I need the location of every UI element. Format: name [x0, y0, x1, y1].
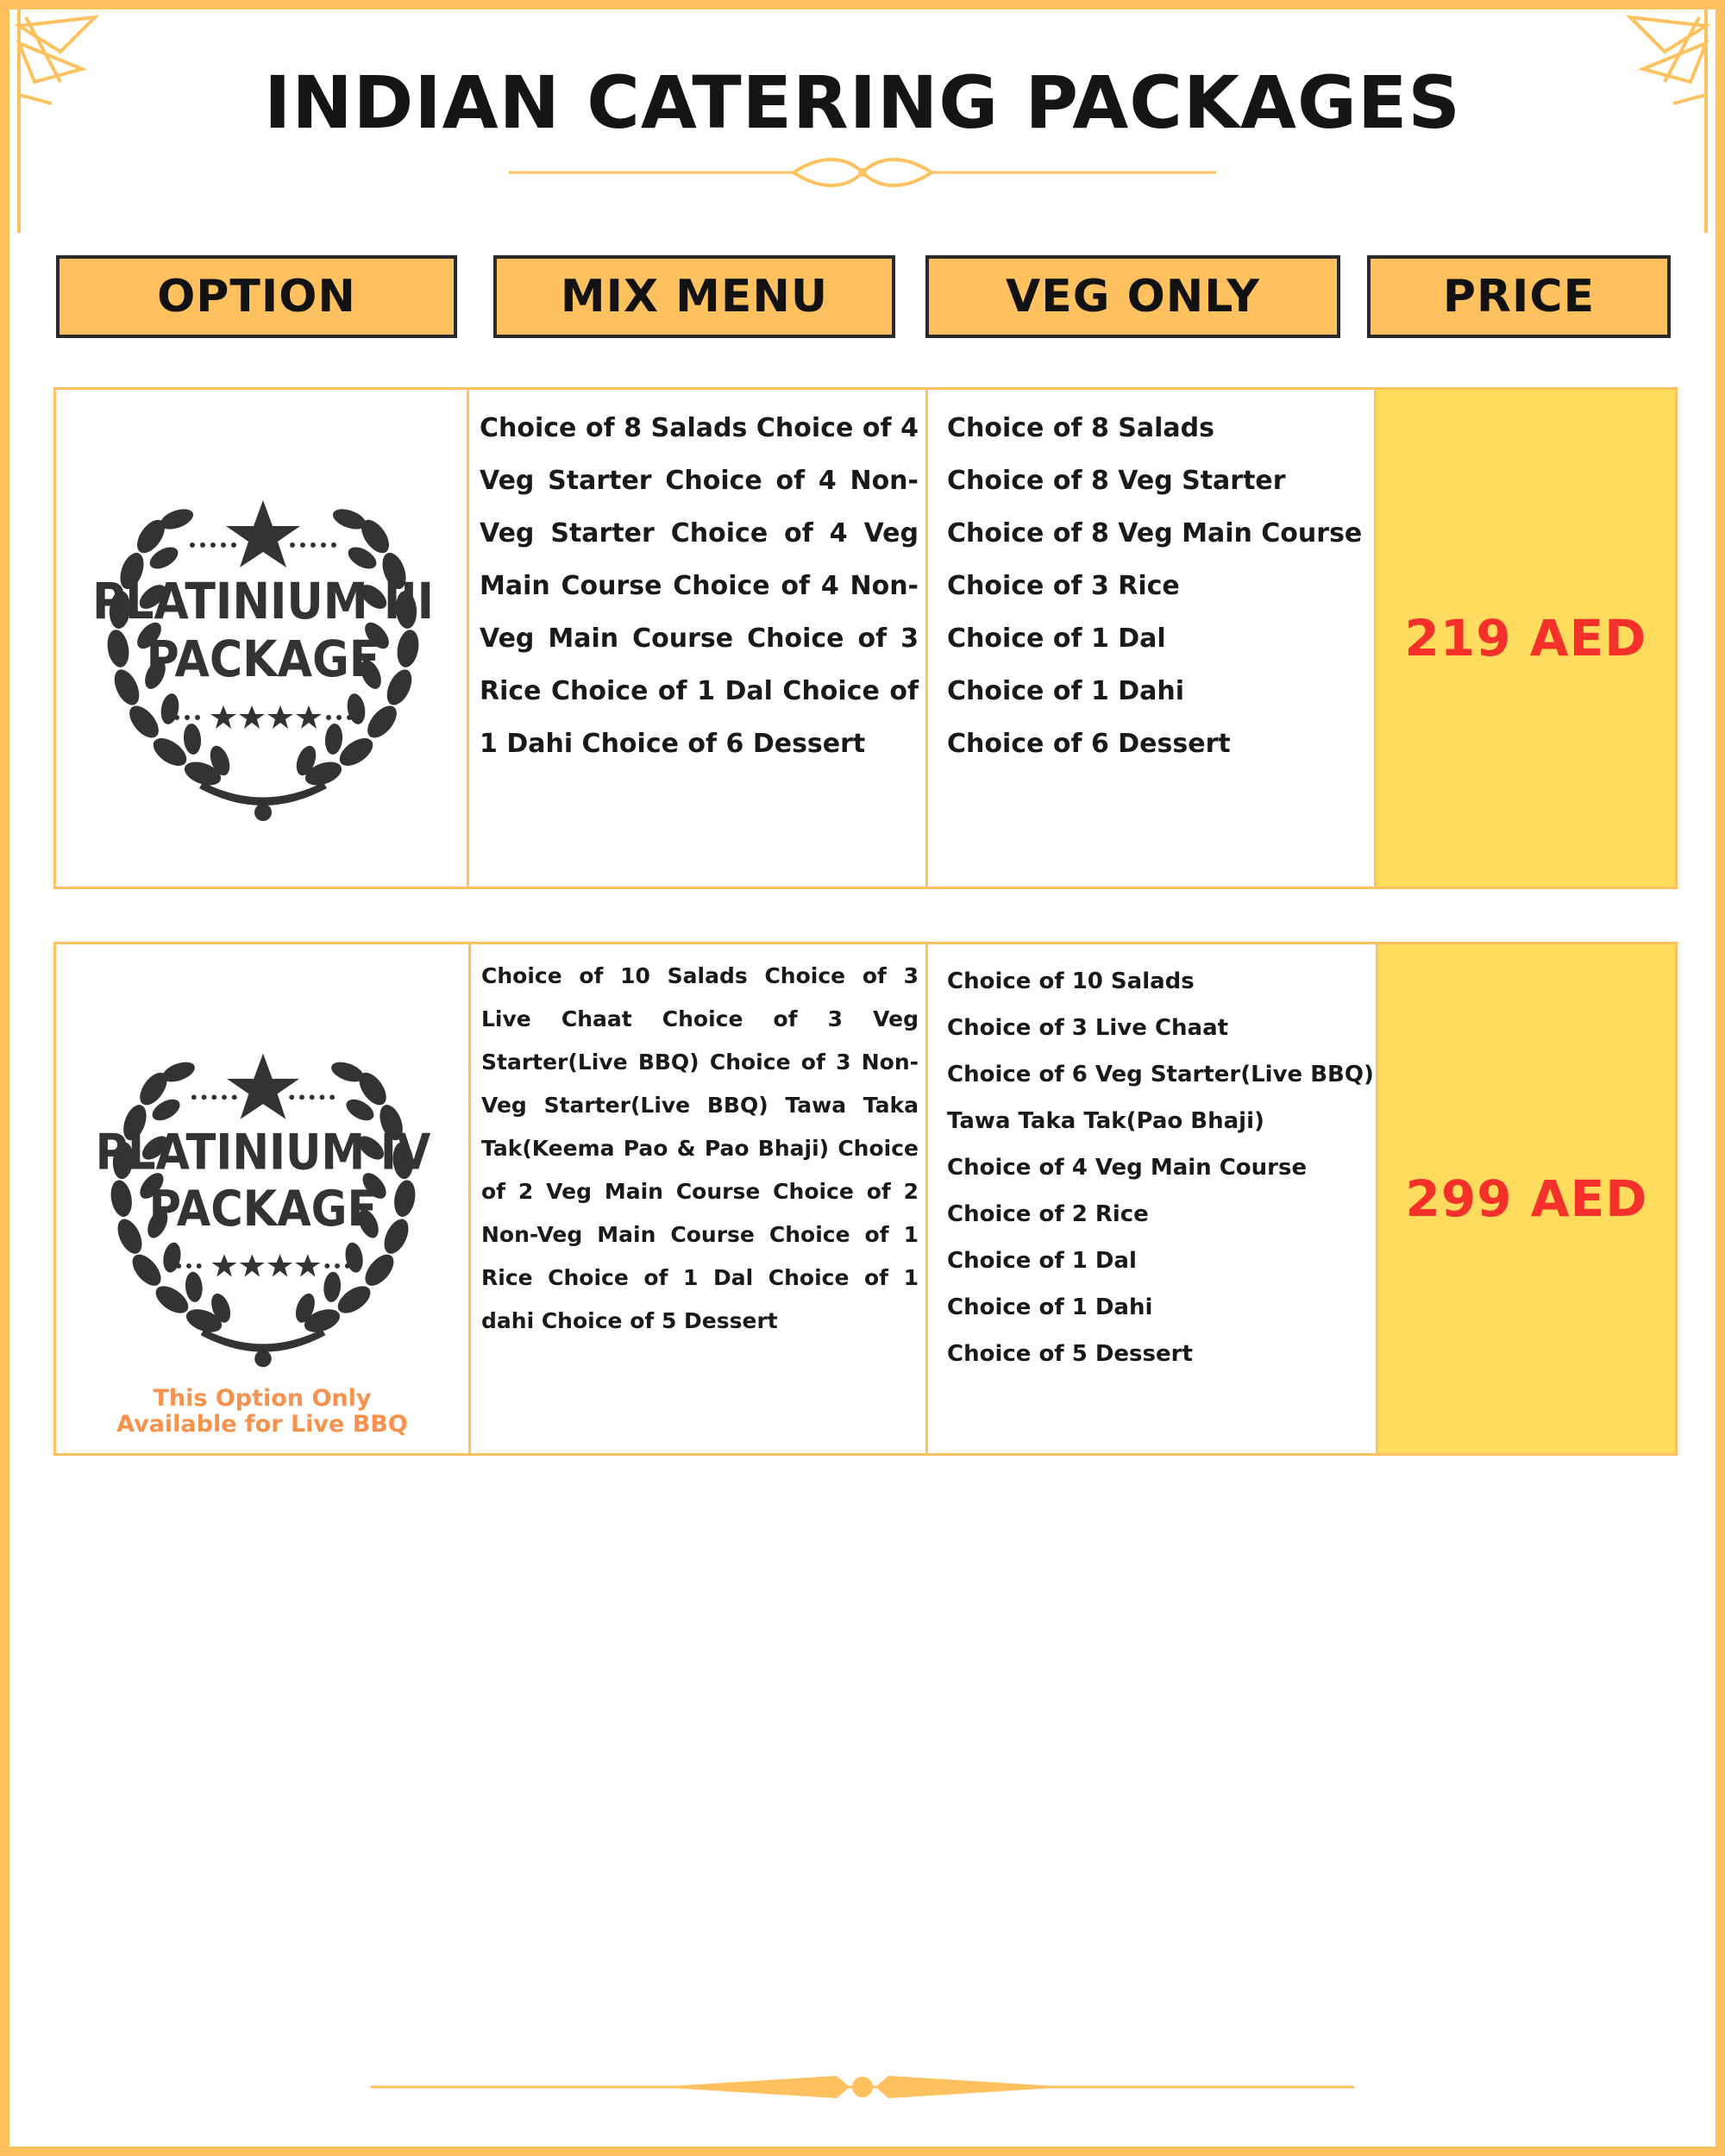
header-veg-only: VEG ONLY — [925, 255, 1340, 338]
badge-line-1: PLATINIUM IV — [95, 1124, 431, 1181]
list-item: Choice of 8 Salads — [947, 413, 1214, 443]
list-item: Choice of 3 Live Chaat — [947, 1015, 1229, 1041]
note-line-1: This Option Only — [153, 1385, 372, 1412]
option-cell — [56, 390, 467, 887]
list-item: Choice of 8 Veg Starter — [947, 466, 1286, 496]
list-item: Tawa Taka Tak(Pao Bhaji) — [947, 1108, 1264, 1134]
list-item: Choice of 3 Rice — [947, 571, 1180, 601]
list-item: Choice of 2 Rice — [947, 1201, 1149, 1227]
mix-menu-text: Choice of 8 Salads Choice of 4 Veg Starter Choice of 4 Non-Veg Starter Choice of 4 Veg Main Course Choice of 4 Non-Veg Main Course Choice of 3 Rice Choice of 1 Dal Choice of 1 Dahi Choice of 6 Dessert — [480, 413, 919, 759]
mix-menu-cell — [468, 944, 925, 1453]
veg-only-list — [947, 958, 1374, 1377]
price-cell — [1376, 944, 1675, 1453]
header-option: OPTION — [56, 255, 457, 338]
list-item: Choice of 1 Dal — [947, 624, 1166, 654]
price-value: 299 AED — [1405, 1169, 1648, 1228]
veg-only-cell — [925, 390, 1374, 887]
footer-divider-icon — [371, 2065, 1354, 2109]
veg-only-cell — [925, 944, 1376, 1453]
title-flourish-icon — [500, 155, 1225, 190]
laurel-wreath-star-icon — [82, 442, 444, 830]
list-item: Choice of 5 Dessert — [947, 1341, 1193, 1367]
list-item: Choice of 8 Veg Main Course — [947, 518, 1363, 548]
price-value: 219 AED — [1404, 609, 1647, 667]
header-price: PRICE — [1367, 255, 1671, 338]
list-item: Choice of 6 Dessert — [947, 729, 1231, 759]
header-mix-menu: MIX MENU — [493, 255, 895, 338]
badge-line-2: PACKAGE — [148, 1180, 378, 1238]
package-row — [53, 387, 1678, 889]
note-line-2: Available for Live BBQ — [116, 1411, 408, 1438]
list-item: Choice of 4 Veg Main Course — [947, 1155, 1308, 1181]
laurel-wreath-star-icon — [82, 996, 444, 1376]
list-item: Choice of 6 Veg Starter(Live BBQ) — [947, 1062, 1374, 1087]
package-row — [53, 942, 1678, 1456]
list-item: Choice of 1 Dal — [947, 1248, 1137, 1274]
list-item: Choice of 10 Salads — [947, 968, 1195, 994]
badge-line-1: PLATINIUM III — [91, 572, 435, 630]
option-cell — [56, 944, 468, 1453]
live-bbq-note — [56, 1386, 468, 1438]
list-item: Choice of 1 Dahi — [947, 1294, 1153, 1320]
list-item: Choice of 1 Dahi — [947, 676, 1185, 706]
page-title: INDIAN CATERING PACKAGES — [264, 60, 1461, 145]
veg-only-list — [947, 402, 1362, 770]
mix-menu-text: Choice of 10 Salads Choice of 3 Live Chaat Choice of 3 Veg Starter(Live BBQ) Choice of 3 Non-Veg Starter(Live BBQ) Tawa Taka Tak(Keema Pao & Pao Bhaji) Choice of 2 Veg Main Course Choice of 2 Non-Veg Main Course Choice of 1 Rice Choice of 1 Dal Choice of 1 dahi Choice of 5 Dessert — [481, 963, 919, 1333]
mix-menu-cell — [467, 390, 925, 887]
price-cell — [1374, 390, 1675, 887]
badge-line-2: PACKAGE — [146, 630, 380, 688]
